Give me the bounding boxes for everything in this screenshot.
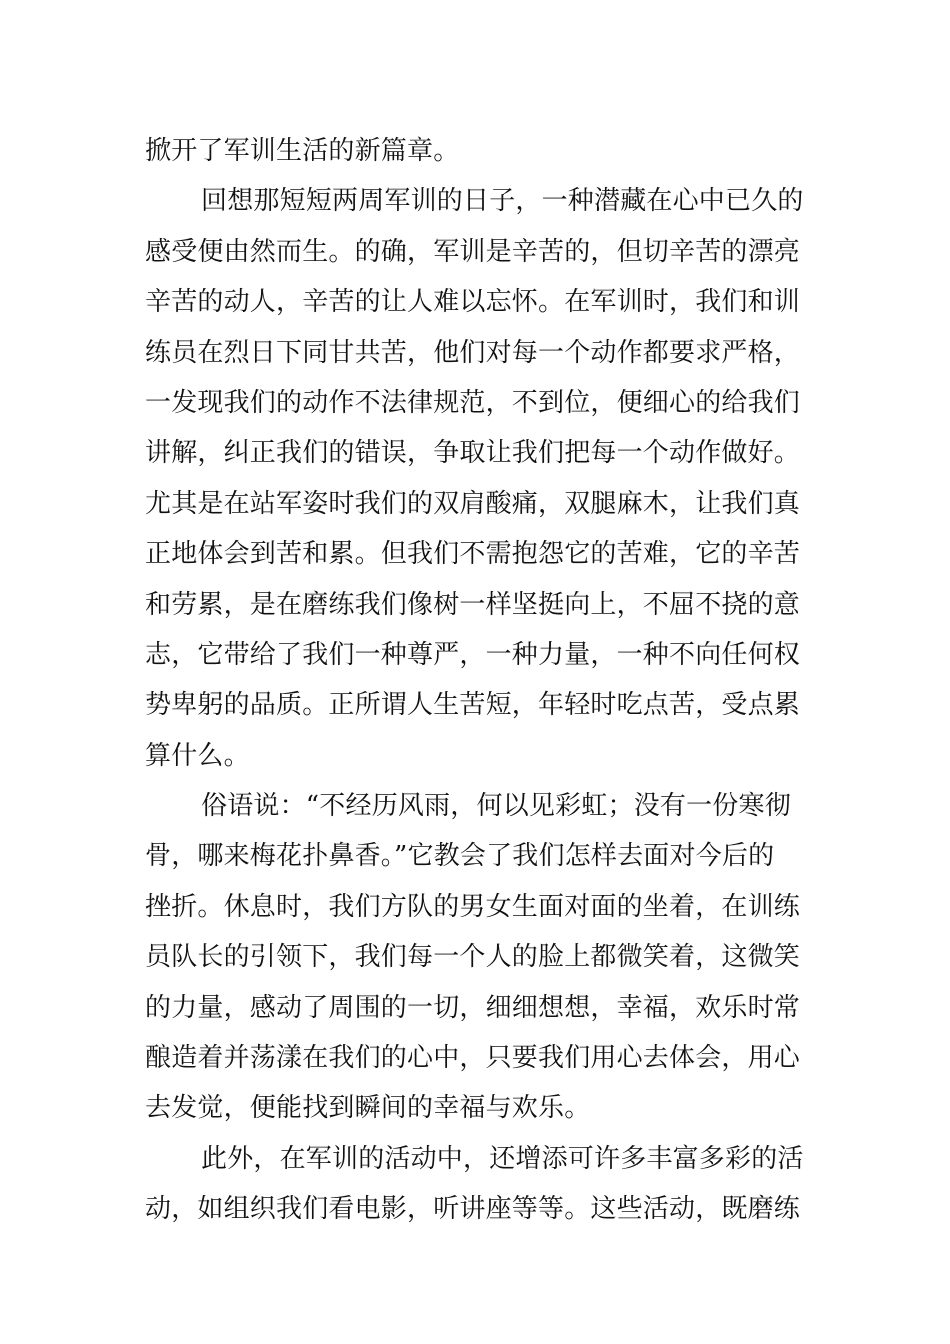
text-line: 尤其是在站军姿时我们的双肩酸痛，双腿麻木，让我们真 <box>145 488 801 519</box>
text-line: 辛苦的动人，辛苦的让人难以忘怀。在军训时，我们和训 <box>145 287 801 318</box>
text-line: 练员在烈日下同甘共苦，他们对每一个动作都要求严格， <box>145 337 801 368</box>
text-line: 回想那短短两周军训的日子，一种潜藏在心中已久的 <box>201 186 804 217</box>
text-line: 的力量，感动了周围的一切，细细想想，幸福，欢乐时常 <box>145 992 801 1023</box>
text-line: 势卑躬的品质。正所谓人生苦短，年轻时吃点苦，受点累 <box>145 690 801 721</box>
text-line: 俗语说：“不经历风雨，何以见彩虹；没有一份寒彻 <box>201 791 791 822</box>
text-line: 动，如组织我们看电影，听讲座等等。这些活动，既磨练 <box>145 1194 801 1225</box>
text-line: 此外，在军训的活动中，还增添可许多丰富多彩的活 <box>201 1143 804 1174</box>
document-body <box>145 126 810 1235</box>
text-line: 酿造着并荡漾在我们的心中，只要我们用心去体会，用心 <box>145 1043 801 1074</box>
text-line: 去发觉，便能找到瞬间的幸福与欢乐。 <box>145 1093 591 1124</box>
text-line: 掀开了军训生活的新篇章。 <box>145 136 460 166</box>
text-line: 算什么。 <box>145 740 250 771</box>
text-line: 和劳累，是在磨练我们像树一样坚挺向上，不屈不挠的意 <box>145 589 801 620</box>
text-line: 感受便由然而生。的确，军训是辛苦的，但切辛苦的漂亮 <box>145 236 801 267</box>
text-line: 骨，哪来梅花扑鼻香。”它教会了我们怎样去面对今后的 <box>145 841 775 872</box>
text-line: 员队长的引领下，我们每一个人的脸上都微笑着，这微笑 <box>145 942 801 973</box>
text-line: 挫折。休息时，我们方队的男女生面对面的坐着，在训练 <box>145 891 801 922</box>
text-line: 讲解，纠正我们的错误，争取让我们把每一个动作做好。 <box>145 438 801 469</box>
text-line: 一发现我们的动作不法律规范，不到位，便细心的给我们 <box>145 387 801 418</box>
text-line: 志，它带给了我们一种尊严，一种力量，一种不向任何权 <box>145 639 801 670</box>
text-line: 正地体会到苦和累。但我们不需抱怨它的苦难，它的辛苦 <box>145 539 801 570</box>
